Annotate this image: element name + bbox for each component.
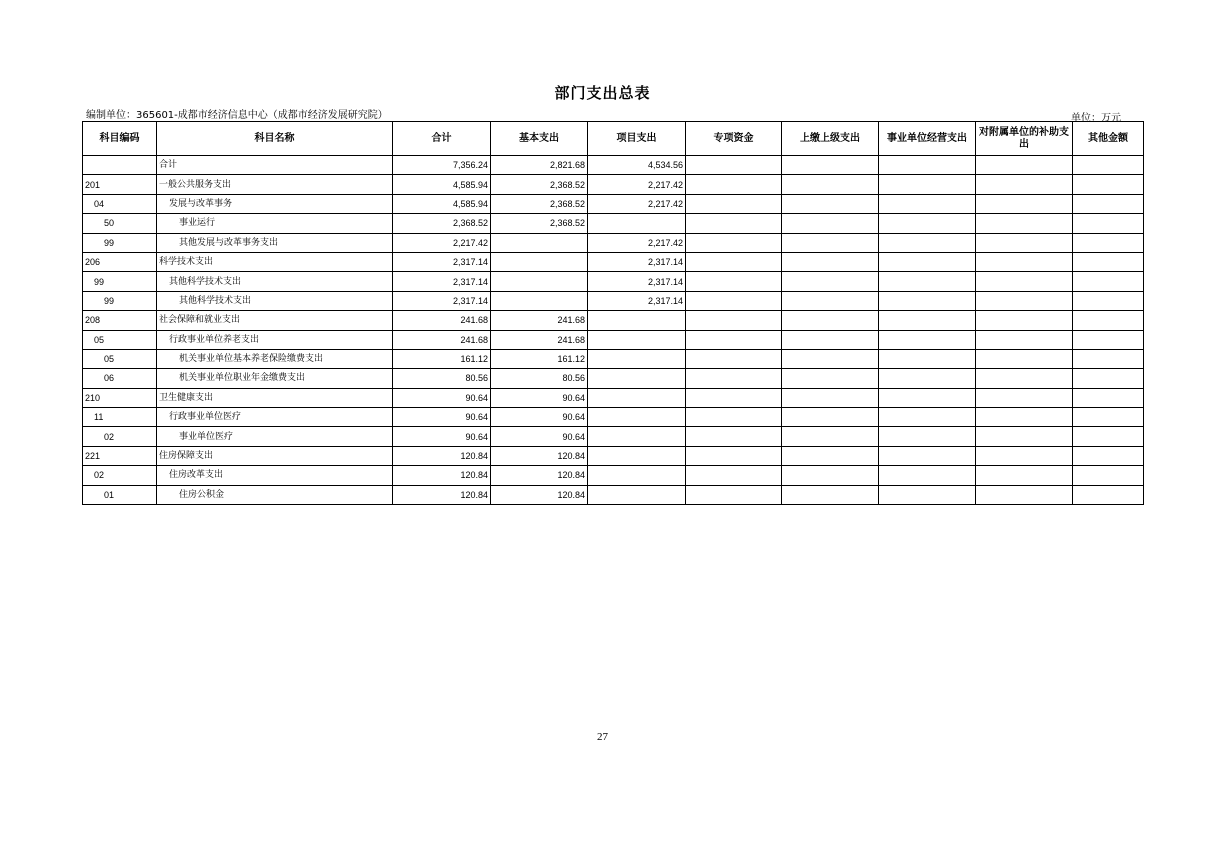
- cell-code: 210: [83, 388, 157, 407]
- cell-amount: 80.56: [491, 369, 588, 388]
- cell-name: 住房改革支出: [157, 466, 393, 485]
- cell-amount: [782, 214, 879, 233]
- cell-code: 06: [83, 369, 157, 388]
- cell-name: 发展与改革事务: [157, 194, 393, 213]
- header-special-fund: 专项资金: [686, 122, 782, 156]
- cell-amount: [1073, 252, 1144, 271]
- cell-amount: [782, 272, 879, 291]
- cell-code: 99: [83, 233, 157, 252]
- header-other: 其他金额: [1073, 122, 1144, 156]
- cell-amount: [879, 369, 976, 388]
- header-business-operation: 事业单位经营支出: [879, 122, 976, 156]
- cell-amount: [879, 252, 976, 271]
- header-subsidy: 对附属单位的补助支出: [976, 122, 1073, 156]
- cell-name: 其他科学技术支出: [157, 272, 393, 291]
- cell-amount: [976, 252, 1073, 271]
- cell-amount: 2,368.52: [393, 214, 491, 233]
- cell-amount: 2,317.14: [588, 291, 686, 310]
- cell-amount: 2,317.14: [393, 252, 491, 271]
- cell-amount: [976, 311, 1073, 330]
- cell-amount: [491, 233, 588, 252]
- cell-amount: [782, 349, 879, 368]
- cell-amount: [686, 252, 782, 271]
- cell-amount: [782, 233, 879, 252]
- cell-amount: [782, 291, 879, 310]
- cell-amount: 90.64: [393, 388, 491, 407]
- table-row: [83, 369, 1144, 388]
- cell-amount: 2,217.42: [588, 194, 686, 213]
- cell-amount: [976, 272, 1073, 291]
- cell-amount: 90.64: [393, 408, 491, 427]
- cell-amount: 2,317.14: [588, 272, 686, 291]
- table-row: [83, 349, 1144, 368]
- cell-amount: [976, 233, 1073, 252]
- cell-amount: 2,317.14: [393, 272, 491, 291]
- cell-amount: [588, 446, 686, 465]
- table-row: [83, 388, 1144, 407]
- cell-amount: 90.64: [491, 408, 588, 427]
- cell-amount: [588, 214, 686, 233]
- cell-amount: [879, 446, 976, 465]
- cell-amount: [491, 252, 588, 271]
- table-row: [83, 291, 1144, 310]
- cell-amount: [1073, 408, 1144, 427]
- cell-code: 05: [83, 349, 157, 368]
- cell-amount: [1073, 349, 1144, 368]
- cell-amount: [782, 330, 879, 349]
- header-code: 科目编码: [83, 122, 157, 156]
- cell-amount: [782, 427, 879, 446]
- cell-amount: [588, 388, 686, 407]
- cell-amount: [976, 408, 1073, 427]
- cell-amount: 2,217.42: [588, 175, 686, 194]
- cell-name: 住房保障支出: [157, 446, 393, 465]
- cell-code: 05: [83, 330, 157, 349]
- cell-amount: 2,368.52: [491, 194, 588, 213]
- cell-code: 99: [83, 291, 157, 310]
- header-total: 合计: [393, 122, 491, 156]
- cell-amount: [976, 369, 1073, 388]
- cell-amount: [1073, 291, 1144, 310]
- cell-name: 合计: [157, 156, 393, 175]
- cell-amount: [879, 214, 976, 233]
- cell-amount: 161.12: [393, 349, 491, 368]
- cell-amount: [782, 369, 879, 388]
- cell-amount: [686, 408, 782, 427]
- table-row: [83, 427, 1144, 446]
- cell-code: 50: [83, 214, 157, 233]
- cell-amount: 2,821.68: [491, 156, 588, 175]
- cell-amount: [879, 156, 976, 175]
- cell-amount: 120.84: [393, 446, 491, 465]
- cell-amount: [782, 408, 879, 427]
- page-number: 27: [597, 731, 608, 743]
- page-title: 部门支出总表: [554, 84, 651, 102]
- cell-amount: [782, 194, 879, 213]
- cell-amount: [782, 485, 879, 504]
- cell-amount: [879, 175, 976, 194]
- cell-amount: [686, 466, 782, 485]
- cell-amount: [588, 408, 686, 427]
- table-row: [83, 311, 1144, 330]
- cell-amount: [1073, 369, 1144, 388]
- cell-amount: [1073, 427, 1144, 446]
- cell-name: 其他发展与改革事务支出: [157, 233, 393, 252]
- cell-amount: 90.64: [491, 427, 588, 446]
- cell-amount: [686, 291, 782, 310]
- cell-amount: 2,368.52: [491, 214, 588, 233]
- cell-amount: [782, 252, 879, 271]
- cell-amount: 2,368.52: [491, 175, 588, 194]
- table-row: [83, 233, 1144, 252]
- cell-amount: [879, 349, 976, 368]
- table-row: [83, 175, 1144, 194]
- cell-amount: 80.56: [393, 369, 491, 388]
- cell-amount: [976, 466, 1073, 485]
- cell-amount: [686, 175, 782, 194]
- cell-amount: [686, 427, 782, 446]
- cell-amount: [588, 330, 686, 349]
- cell-name: 一般公共服务支出: [157, 175, 393, 194]
- cell-amount: [879, 233, 976, 252]
- cell-name: 其他科学技术支出: [157, 291, 393, 310]
- cell-code: 01: [83, 485, 157, 504]
- cell-amount: 90.64: [491, 388, 588, 407]
- cell-amount: [1073, 194, 1144, 213]
- cell-amount: [976, 330, 1073, 349]
- cell-amount: [976, 175, 1073, 194]
- cell-amount: [782, 446, 879, 465]
- table-row: [83, 272, 1144, 291]
- table-row: [83, 446, 1144, 465]
- cell-name: 事业运行: [157, 214, 393, 233]
- cell-amount: 90.64: [393, 427, 491, 446]
- cell-amount: [879, 466, 976, 485]
- cell-amount: [588, 369, 686, 388]
- cell-amount: [782, 156, 879, 175]
- header-basic: 基本支出: [491, 122, 588, 156]
- header-project: 项目支出: [588, 122, 686, 156]
- cell-amount: [686, 446, 782, 465]
- cell-name: 行政事业单位养老支出: [157, 330, 393, 349]
- table-row: [83, 214, 1144, 233]
- cell-name: 机关事业单位基本养老保险缴费支出: [157, 349, 393, 368]
- cell-amount: [976, 214, 1073, 233]
- cell-amount: [686, 156, 782, 175]
- cell-amount: [686, 233, 782, 252]
- currency-unit: 单位：万元: [1071, 113, 1121, 124]
- cell-amount: [976, 194, 1073, 213]
- cell-amount: [491, 272, 588, 291]
- cell-amount: [686, 272, 782, 291]
- table-row: [83, 485, 1144, 504]
- cell-amount: [1073, 388, 1144, 407]
- cell-amount: [1073, 466, 1144, 485]
- table-row: [83, 466, 1144, 485]
- cell-amount: [1073, 233, 1144, 252]
- cell-amount: [1073, 446, 1144, 465]
- cell-name: 事业单位医疗: [157, 427, 393, 446]
- cell-amount: [976, 388, 1073, 407]
- cell-code: [83, 156, 157, 175]
- header-remit-superior: 上缴上级支出: [782, 122, 879, 156]
- cell-amount: 241.68: [491, 311, 588, 330]
- table-row: [83, 252, 1144, 271]
- cell-amount: 2,217.42: [393, 233, 491, 252]
- cell-amount: [686, 349, 782, 368]
- table-header-row: [83, 122, 1144, 156]
- table-row: [83, 408, 1144, 427]
- header-name: 科目名称: [157, 122, 393, 156]
- cell-amount: [588, 466, 686, 485]
- cell-code: 11: [83, 408, 157, 427]
- cell-amount: [976, 291, 1073, 310]
- cell-amount: [782, 175, 879, 194]
- cell-amount: [1073, 156, 1144, 175]
- cell-amount: 120.84: [393, 466, 491, 485]
- cell-amount: [1073, 485, 1144, 504]
- cell-amount: [1073, 214, 1144, 233]
- cell-amount: [976, 446, 1073, 465]
- cell-name: 社会保障和就业支出: [157, 311, 393, 330]
- cell-code: 221: [83, 446, 157, 465]
- table-row: [83, 194, 1144, 213]
- cell-amount: 161.12: [491, 349, 588, 368]
- cell-amount: 4,534.56: [588, 156, 686, 175]
- cell-amount: [588, 311, 686, 330]
- cell-amount: [491, 291, 588, 310]
- cell-amount: [879, 291, 976, 310]
- cell-amount: [686, 330, 782, 349]
- cell-name: 机关事业单位职业年金缴费支出: [157, 369, 393, 388]
- cell-amount: [1073, 175, 1144, 194]
- cell-name: 行政事业单位医疗: [157, 408, 393, 427]
- cell-amount: [879, 272, 976, 291]
- cell-amount: [976, 349, 1073, 368]
- cell-amount: [1073, 311, 1144, 330]
- cell-amount: [686, 311, 782, 330]
- cell-amount: [782, 466, 879, 485]
- cell-amount: [782, 311, 879, 330]
- cell-amount: 120.84: [393, 485, 491, 504]
- cell-amount: [879, 427, 976, 446]
- cell-amount: [879, 330, 976, 349]
- cell-amount: 120.84: [491, 446, 588, 465]
- cell-code: 201: [83, 175, 157, 194]
- cell-code: 206: [83, 252, 157, 271]
- cell-code: 02: [83, 466, 157, 485]
- cell-amount: 2,317.14: [393, 291, 491, 310]
- cell-amount: 241.68: [393, 330, 491, 349]
- cell-amount: 120.84: [491, 485, 588, 504]
- cell-amount: [686, 214, 782, 233]
- cell-amount: [879, 388, 976, 407]
- cell-amount: [879, 194, 976, 213]
- cell-code: 02: [83, 427, 157, 446]
- cell-amount: 4,585.94: [393, 175, 491, 194]
- cell-name: 科学技术支出: [157, 252, 393, 271]
- cell-amount: [686, 485, 782, 504]
- cell-name: 卫生健康支出: [157, 388, 393, 407]
- cell-amount: [1073, 272, 1144, 291]
- cell-amount: 4,585.94: [393, 194, 491, 213]
- cell-amount: [976, 427, 1073, 446]
- cell-amount: 2,217.42: [588, 233, 686, 252]
- cell-amount: [782, 388, 879, 407]
- cell-code: 04: [83, 194, 157, 213]
- cell-amount: [686, 194, 782, 213]
- cell-amount: [1073, 330, 1144, 349]
- cell-amount: [976, 156, 1073, 175]
- cell-amount: 2,317.14: [588, 252, 686, 271]
- cell-amount: [976, 485, 1073, 504]
- cell-amount: 7,356.24: [393, 156, 491, 175]
- cell-amount: 241.68: [393, 311, 491, 330]
- cell-amount: [879, 485, 976, 504]
- cell-amount: [588, 485, 686, 504]
- expenditure-table: [82, 121, 1144, 505]
- cell-amount: [686, 388, 782, 407]
- cell-amount: 241.68: [491, 330, 588, 349]
- cell-name: 住房公积金: [157, 485, 393, 504]
- cell-amount: [879, 311, 976, 330]
- cell-amount: 120.84: [491, 466, 588, 485]
- cell-amount: [879, 408, 976, 427]
- cell-code: 208: [83, 311, 157, 330]
- cell-amount: [686, 369, 782, 388]
- compiling-unit: 编制单位：365601-成都市经济信息中心（成都市经济发展研究院）: [86, 110, 388, 121]
- cell-amount: [588, 349, 686, 368]
- cell-amount: [588, 427, 686, 446]
- cell-code: 99: [83, 272, 157, 291]
- table-row: [83, 156, 1144, 175]
- table-row: [83, 330, 1144, 349]
